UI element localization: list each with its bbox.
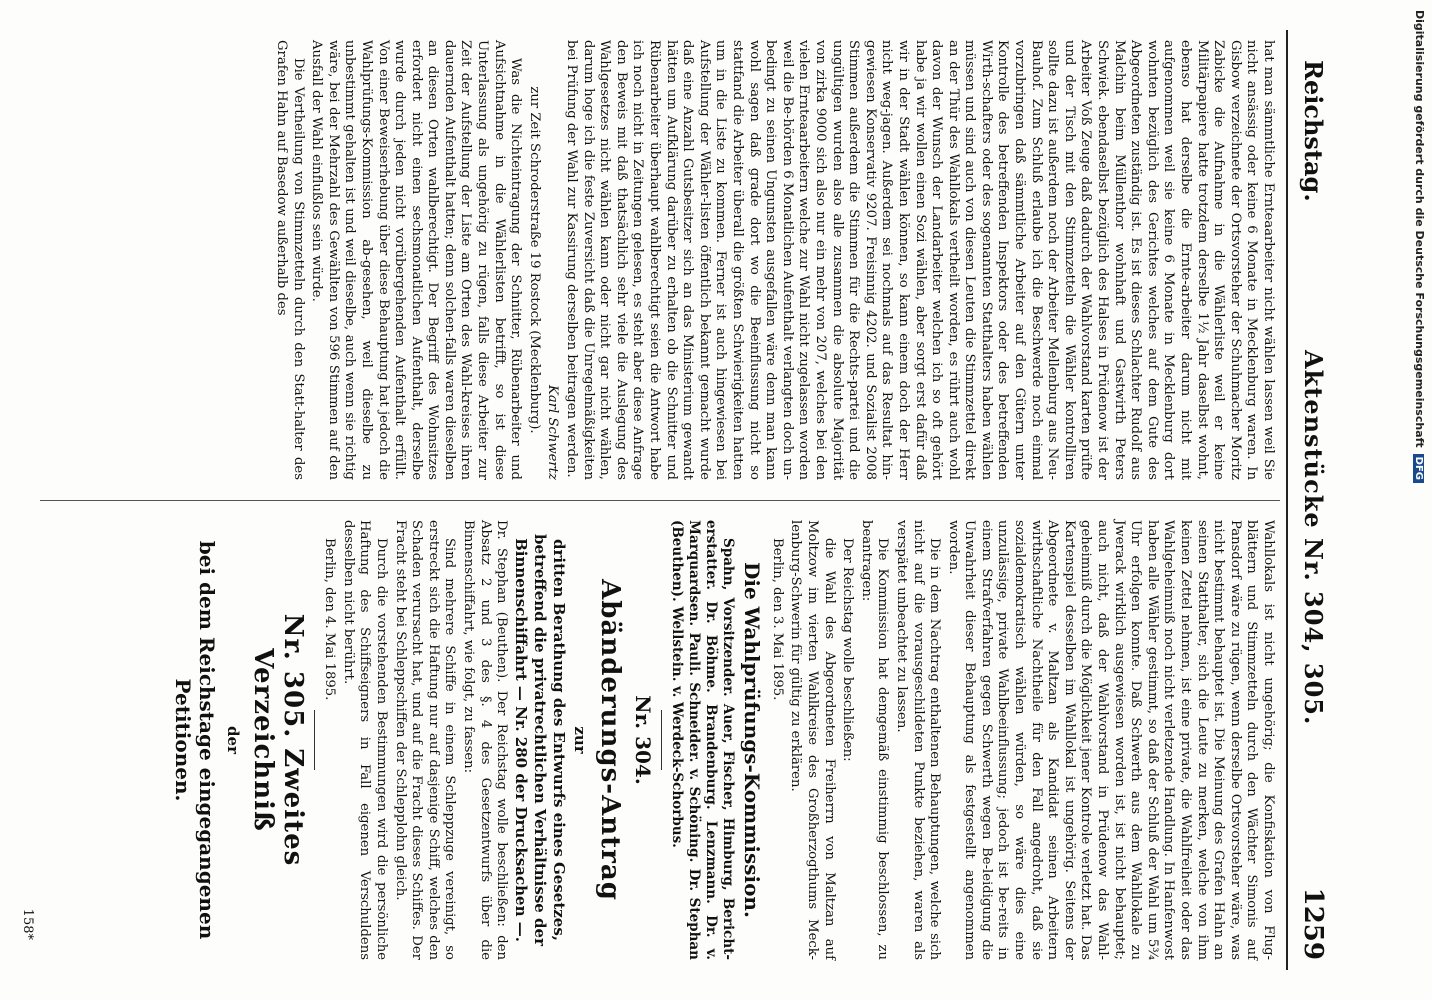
header-rule [1286, 30, 1288, 970]
right-paragraph-2: Die in dem Nachtrag enthaltenen Behauptungen, welche sich nicht auf die vorausgeschildeten Punkte beziehen, waren als verspätet unbeachtet zu lassen. [893, 520, 943, 960]
antrag-body-3: Durch die vorstehenden Bestimmungen wird die persönliche Haftung des Schiffseigners in Fall eigenen Verschuldens desselben nicht berührt. [340, 520, 390, 960]
right-paragraph-1: Wahllokals ist nicht ungehörig; die Konfiskation von Flug-blättern und Stimmzetteln durch den Wächter Simonis auf Pansdorf wäre zu rügen, wenn derselbe Ortsvorsteher wäre, was nicht bestimmt behauptet ist. Die Meinung des Grafen Hahn an seinen Statthalter, sich die Leute zu merken, welche von ihm keinen Zettel nehmen, ist eine private, die Wahlfreiheit oder das Wahlgeheimniß noch nicht verletzende Handlung. In Hanfenwost haben alle Wähler gestimmt, so daß der Schluß der Wahl um 5¾ Uhr erfolgen konnte. Daß Schwerth aus dem Wahllokale zu Jwerack wirklich ausgewiesen worden ist, ist nicht behauptet; auch nicht, daß der Wahlvorstand in Prüdenow das Wahl-geheimniß durch die Möglichkeit jener Kontrole verletzt hat. Das Kartenspiel desselben im Wahllokal ist ungehörig. Seitens der Abgeordnete v. Maltzan als Kandidat seinen Arbeitern wirthschaftliche Nachtheile für den Fall angedroht, daß sie sozialdemokratisch wählen würden, so wäre dies eine unzulässige, private Wahlbeeinflussung; jedoch ist be-reits in einem Strafverfahren gegen Schwerth wegen Be-leidigung die Unwahrheit dieser Behauptung als festgestellt angenommen worden. [945, 520, 1276, 960]
commission-title: Die Wahlprüfungs-Kommission. [740, 562, 765, 918]
dfg-note-text: Digitalisierung gefördert durch die Deutsche Forschungsgemeinschaft [1413, 10, 1426, 448]
running-head-title: Aktenstücke Nr. 304, 305. [1299, 350, 1328, 726]
right-paragraph-5: die Wahl des Abgeordneten Freiherrn von Maltzan auf Moltzow im vierten Wahlkreise des Großherzogthums Meck-lenburg-Schwerin für gültig zu erklären. [788, 520, 837, 960]
right-paragraph-3: Die Kommission hat demgemäß einstimmig beschlossen, zu beantragen: [858, 520, 891, 960]
section-rule [661, 710, 662, 770]
dfg-badge: DFG [1413, 454, 1424, 483]
right-date-1: Berlin, den 3. Mai 1895. [769, 538, 785, 701]
antrag-subtitle: dritten Berathung des Entwurfs eines Gesetzes, betreffend die privatrechtlichen Verhältnisse der Binnenschiffahrt — Nr. 280 der Drucksachen —. [512, 534, 569, 946]
left-paragraph-3: Die Vertheilung von Stimmzetteln durch den Statt-halter des Grafen Hahn auf Basedow außerhalb des [273, 40, 306, 480]
signature: Karl Schwertz [545, 385, 561, 480]
signature-mark: 158* [20, 908, 35, 940]
section-rule-2 [314, 710, 315, 770]
left-paragraph-1: hat man sämmtliche Ernteaarbeiter nicht wählen lassen weil Sie nicht ansässig oder keine 6 Monate in Mecklenburg waren. In Gisbow verzeichnete der Ortsvorsteher der Schuhmacher Moritz Zabicke die Aufnahme in die Wählerliste weil er keine Militärpapiere hatte trotzdem derselbe 1½ Jahr daselbst wohnt, ebenso hat derselbe die Ernte-arbeiter darum nicht mit aufgenommen weil sie keine 6 Monate in Mecklenburg dort wohnten bezüglich des Gerichtes welches auf dem Gute des Abgeordneten zuständig ist. Es ist dieses Schlachter Rudolf aus Malchin beim Müllenthor wohnhaft und Gastwirth Peters Schwiek. ebendaselbst bezüglich des Halses in Prüdenow ist der Arbeiter Voß Zeuge daß dadurch der Wahlvorstand karten prüfte und der Tisch mit den Stimmzetteln die Wähler kontrolliren sollte dazu ist außerdem noch der Arbeiter Mellenburg aus Neu-Bauhof. Zum Schluß erlaube ich die Beschwerde noch einmal vorzubringen daß sämmtliche Arbeiter auf den Gütern unter Kontrolle des betreffenden Inspektors oder des betreffenden Wirth-schafters oder des sogenannten Statthalters haben wählen müssen und sind auch von diesen Leuten die Stimmzettel direkt an der Thür des Wahllokals vertheilt worden, es rührt auch wohl davon der Wunsch der Landarbeiter welchen ich so oft gehört habe ja wir wollen einen Sozi wählen, aber sorgt erst dafür daß wir in der Stadt wählen können, so kann einem doch der Herr nicht weg-jagen. Außerdem sei nochmals auf das Resultat hin-gewiesen Konservativ 9207. Freisinnig 4202. und Sozialist 2008 Stimmen außerdem die Stimmen für die Rechts-partei und die ungültigen wurden also alle zusammen die absolute Majorität von zirka 9000 sich also nur ein mehr von 207, welches bei den vielen Ernteaarbeitern welche zur Wahl nicht zugelassen worden weil die Be-hörden 6 Monatlichen Aufenthalt verlangten doch un-bedingt zu seinen Ungunsten ausgefallen wäre denn man kann wohl sagen daß grade dort wo die Beeinflussung nicht so stattfand die Arbeiter überall die größten Schwierigkeiten hatten um in die Liste zu kommen. Ferner ist auch hingewiesen bei Aufstellung der Wähler-listen öffentlich bekannt gemacht wurde daß eine Anzahl Gutsbesitzer sich an das Ministerium gewandt hätten um Aufklärung darüber zu erhalten ob die Schnitter und Rübenarbeiter überhaupt wahlberechtigt seien die Antwort habe ich noch nicht in Zeitungen gelesen, es steht aber diese Anfrage den Beweis mit daß thatsächlich sehr viele die Auslegung des Wahlgesetzes nicht wählen kann oder nicht gar nicht wählen, darum hoge ich die feste Zuversicht daß die Unregelmäßigkeiten bei Prüfung der Wahl zur Kassirung derselben beitragen werden. [564, 40, 1276, 480]
page-number: 1259 [1298, 887, 1328, 960]
antrag-zur: zur [571, 726, 590, 754]
left-paragraph-2: Was die Nichteintragung der Schnitter, Rübenarbeiter und Aufsichtnahme in die Wählerlisten betrifft, so ist diese Unterlassung als ungehörig zu rügen, falls diese Arbeiter zur Zeit der Aufstellung der Liste am Orten des Wahl-kreises ihren dauernden Aufenthalt hatten; denn solchen-falls waren dieselben an diesen Orten wahlberechtigt. Der Begriff des Wohnsitzes erfordert nicht einen sechsmonatlichen Aufenthalt, derselbe wurde durch jeden nicht vorübergehenden Aufenthalt erfüllt. Von einer Beweiserhebung über diese Behauptung hat jedoch die Wahlprüfungs-Kommission ab-gesehen, weil dieselbe zu unbestimmt gehalten ist und weil dieselbe, auch wenn sie richtig wäre, bei der Mehrzahl des Gewählten von 596 Stimmen auf den Ausfall der Wahl einflußlos sein würde. [309, 40, 524, 480]
right-date-2: Berlin, den 4. Mai 1895. [322, 538, 338, 701]
antrag-body-2: Sind mehrere Schiffe in einem Schleppzuge vereinigt, so erstreckt sich die Haftung nur auf dasjenige Schiff, welches den Schaden verursacht hat, und auf die Fracht dieses Schiffes. Der Fracht steht bei Schleppschiffen der Schlepplohn gleich. [392, 520, 458, 960]
column-divider [40, 500, 1280, 501]
running-head-left: Reichstag. [1299, 60, 1328, 202]
nr-304-heading: Nr. 304. [631, 695, 656, 785]
left-column [270, 40, 1276, 480]
address: zur Zeit Schroderstraße 19 Rostock (Mecklenburg). [526, 86, 542, 434]
right-paragraph-4: Der Reichstag wolle beschließen: [840, 538, 856, 762]
nr-305-subtitle: bei dem Reichstage eingegangenen Petitionen. [170, 540, 219, 940]
right-column [167, 520, 1276, 960]
running-head [1294, 30, 1328, 970]
dfg-side-note [1408, 10, 1426, 990]
commission-members: Spahn, Vorsitzender. Auer, Fischer, Himburg, Bericht-erstatter. Dr. Böhme. Brandenburg. Lenzmann. Dr. v. Marquardsen. Pauli. Schneider. v. Schöning. Dr. Stephan (Beuthen). Wellstein. v. Werdeck-Schorbus. [669, 520, 737, 960]
antrag-title: Abänderungs-Antrag [595, 579, 626, 901]
nr-305-der: der [223, 726, 242, 754]
antrag-body-1: Dr. Stephan (Beuthen). Der Reichstag wolle beschließen: den Absatz 2 und 3 des §. 4 des Gesetzentwurfs über die Binnenschiffahrt, wie folgt, zu fassen: [461, 520, 510, 960]
nr-305-heading: Nr. 305. Zweites Verzeichniß [247, 613, 308, 867]
